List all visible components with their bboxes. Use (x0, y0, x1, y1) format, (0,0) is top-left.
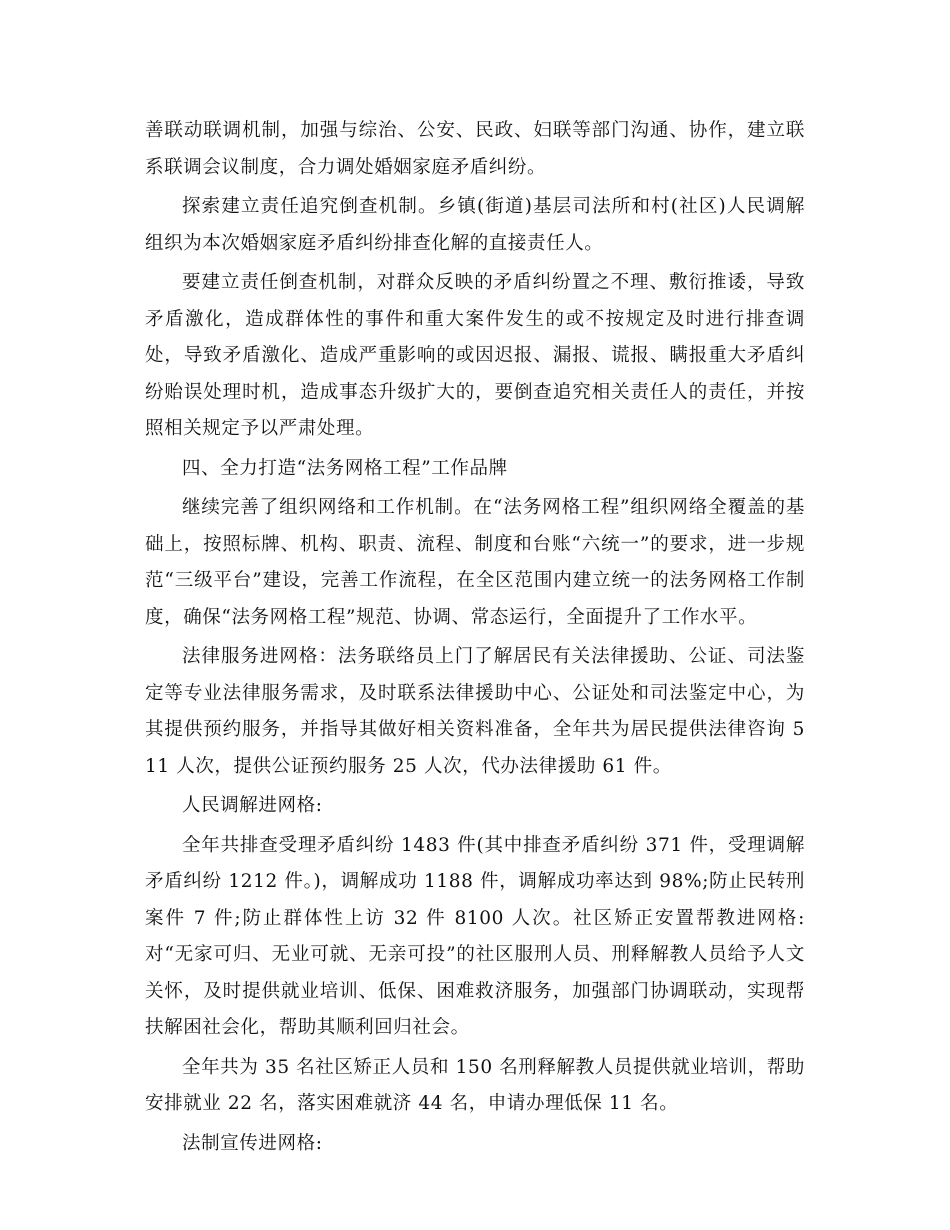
paragraph: 探索建立责任追究倒查机制。乡镇(街道)基层司法所和村(社区)人民调解组织为本次婚姻家庭矛盾纠纷排查化解的直接责任人。 (145, 196, 805, 254)
document-body (145, 113, 805, 1165)
paragraph: 全年共为 35 名社区矫正人员和 150 名刑释解教人员提供就业培训，帮助安排就业 22 名，落实困难就济 44 名，申请办理低保 11 名。 (145, 1056, 805, 1114)
paragraph: 法律服务进网格：法务联络员上门了解居民有关法律援助、公证、司法鉴定等专业法律服务需求，及时联系法律援助中心、公证处和司法鉴定中心，为其提供预约服务，并指导其做好相关资料准备，全年共为居民提供法律咨询 511 人次，提供公证预约服务 25 人次，代办法律援助 61 件。 (145, 646, 805, 777)
paragraph: 要建立责任倒查机制，对群众反映的矛盾纠纷置之不理、敷衍推诿，导致矛盾激化，造成群体性的事件和重大案件发生的或不按规定及时进行排查调处，导致矛盾激化、造成严重影响的或因迟报、漏报、谎报、瞒报重大矛盾纠纷贻误处理时机，造成事态升级扩大的，要倒查追究相关责任人的责任，并按照相关规定予以严肃处理。 (145, 272, 805, 439)
paragraph: 善联动联调机制，加强与综治、公安、民政、妇联等部门沟通、协作，建立联系联调会议制度，合力调处婚姻家庭矛盾纠纷。 (145, 120, 805, 178)
paragraph: 继续完善了组织网络和工作机制。在“法务网格工程”组织网络全覆盖的基础上，按照标牌、机构、职责、流程、制度和台账“六统一”的要求，进一步规范“三级平台”建设，完善工作流程，在全区范围内建立统一的法务网格工作制度，确保“法务网格工程”规范、协调、常态运行，全面提升了工作水平。 (145, 497, 805, 628)
paragraph: 全年共排查受理矛盾纠纷 1483 件(其中排查矛盾纠纷 371 件，受理调解矛盾纠纷 1212 件。)，调解成功 1188 件，调解成功率达到 98%;防止民转刑案件 7 件;防止群体性上访 32 件 8100 人次。社区矫正安置帮教进网格:对“无家可归、无业可就、无亲可投”的社区服刑人员、刑释解教人员给予人文关怀，及时提供就业培训、低保、困难救济服务，加强部门协调联动，实现帮扶解困社会化，帮助其顺利回归社会。 (145, 834, 805, 1038)
paragraph: 法制宣传进网格: (182, 1132, 323, 1154)
paragraph: 人民调解进网格: (182, 795, 323, 816)
section-heading: 四、全力打造“法务网格工程”工作品牌 (182, 457, 508, 479)
